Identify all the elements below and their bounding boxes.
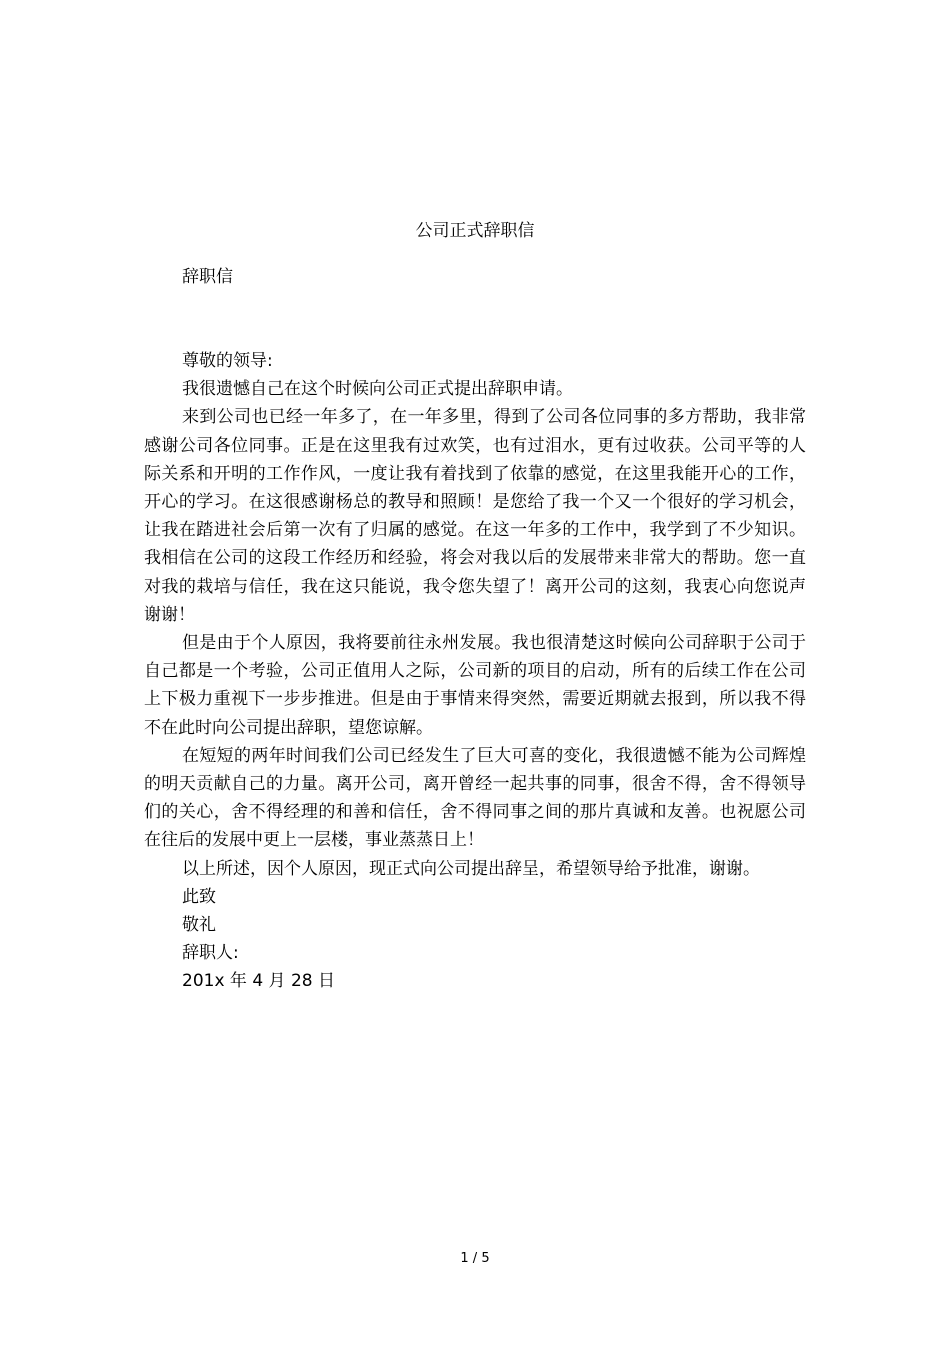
page-number: 1 / 5 [460, 1251, 490, 1266]
paragraph-4: 在短短的两年时间我们公司已经发生了巨大可喜的变化，我很遗憾不能为公司辉煌的明天贡献自己的力量。离开公司，离开曾经一起共事的同事，很舍不得，舍不得领导们的关心，舍不得经理的和善和信任，舍不得同事之间的那片真诚和友善。也祝愿公司在往后的发展中更上一层楼，事业蒸蒸日上！ [144, 745, 806, 851]
regards: 敬礼 [182, 915, 216, 936]
signer-label: 辞职人: [182, 943, 239, 964]
paragraph-3: 但是由于个人原因，我将要前往永州发展。我也很清楚这时候向公司辞职于公司于自己都是一个考验，公司正值用人之际，公司新的项目的启动，所有的后续工作在公司上下极力重视下一步步推进。但是由于事情来得突然，需要近期就去报到，所以我不得不在此时向公司提出辞职，望您谅解。 [144, 633, 806, 738]
closing: 此致 [182, 886, 216, 907]
document-subtitle: 辞职信 [182, 267, 233, 287]
paragraph-2: 来到公司也已经一年多了，在一年多里，得到了公司各位同事的多方帮助，我非常感谢公司各位同事。正是在这里我有过欢笑，也有过泪水，更有过收获。公司平等的人际关系和开明的工作作风，一度让我有着找到了依靠的感觉，在这里我能开心的工作，开心的学习。在这很感谢杨总的教导和照顾！是您给了我一个又一个很好的学习机会，让我在踏进社会后第一次有了归属的感觉。在这一年多的工作中，我学到了不少知识。我相信在公司的这段工作经历和经验，将会对我以后的发展带来非常大的帮助。您一直对我的栽培与信任，我在这只能说，我令您失望了！离开公司的这刻，我衷心向您说声谢谢！ [144, 407, 806, 625]
salutation: 尊敬的领导: [182, 351, 273, 371]
paragraph-1: 我很遗憾自己在这个时候向公司正式提出辞职申请。 [182, 379, 573, 400]
date: 201x 年 4 月 28 日 [182, 971, 335, 992]
letter-body [144, 347, 806, 996]
paragraph-5: 以上所述，因个人原因，现正式向公司提出辞呈，希望领导给予批准，谢谢。 [182, 858, 760, 879]
document-title: 公司正式辞职信 [415, 221, 535, 241]
